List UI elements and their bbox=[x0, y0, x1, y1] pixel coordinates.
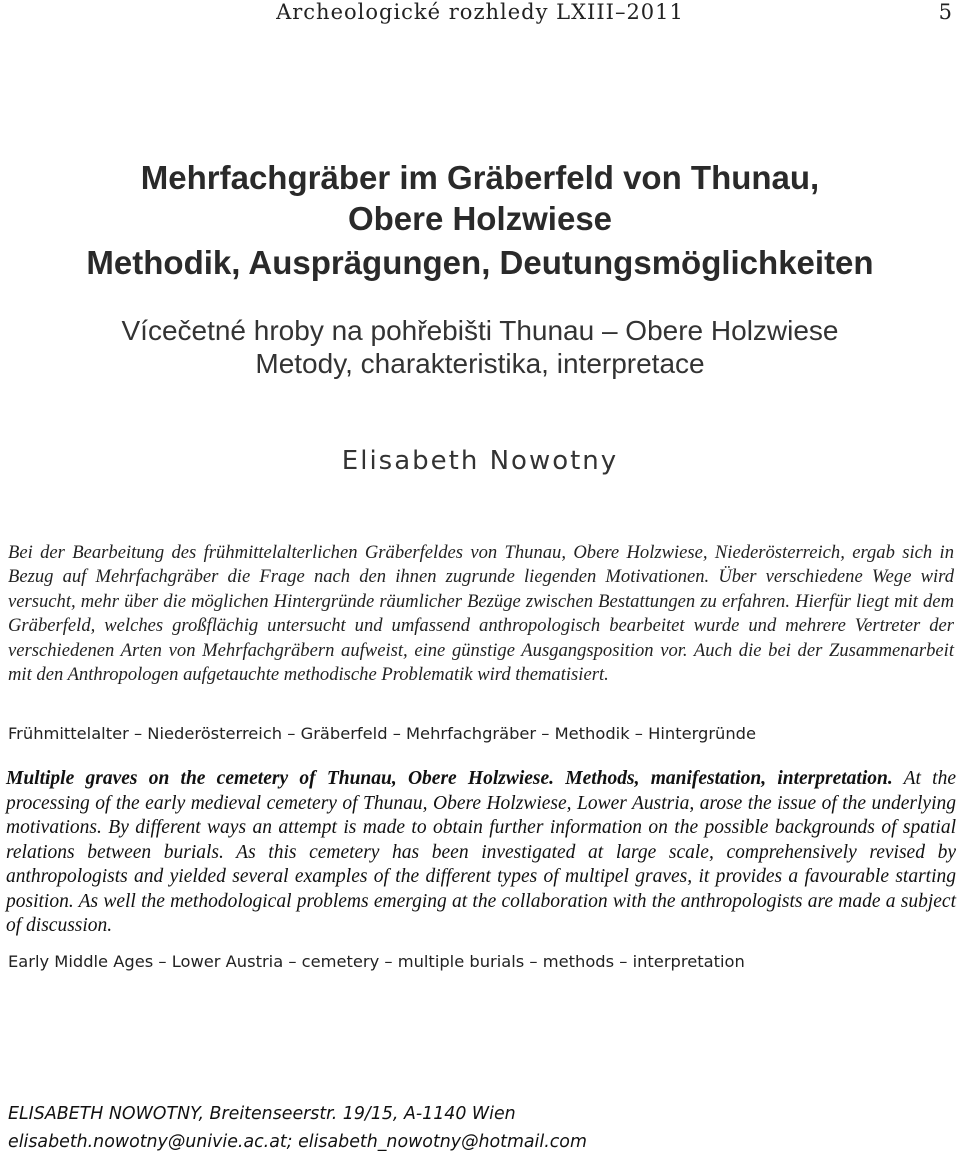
author-address: ELISABETH NOWOTNY, Breitenseerstr. 19/15, A-1140 Wien bbox=[8, 1104, 516, 1124]
subtitle-line-2: Metody, charakteristika, interpretace bbox=[255, 348, 705, 379]
author-emails: elisabeth.nowotny@univie.ac.at; elisabeth_nowotny@hotmail.com bbox=[8, 1132, 587, 1152]
keywords-german: Frühmittelalter – Niederösterreich – Gräberfeld – Mehrfachgräber – Methodik – Hintergründe bbox=[8, 724, 757, 743]
abstract-english-title: Multiple graves on the cemetery of Thunau, Obere Holzwiese. Methods, manifestation, interpretation. bbox=[6, 768, 893, 789]
running-header bbox=[0, 0, 960, 24]
author-contact bbox=[8, 1100, 954, 1156]
title-line-3: Methodik, Ausprägungen, Deutungsmöglichkeiten bbox=[86, 244, 874, 281]
title-line-2: Obere Holzwiese bbox=[347, 200, 613, 237]
author-name: Elisabeth Nowotny bbox=[341, 446, 619, 476]
journal-name: Archeologické rozhledy LXIII–2011 bbox=[276, 0, 684, 24]
abstract-german: Bei der Bearbeitung des frühmittelalterlichen Gräberfeldes von Thunau, Obere Holzwiese, Niederösterreich, ergab sich in Bezug auf Mehrfachgräber die Frage nach den ihnen zugrunde liegenden Motivationen. Über verschiedene Wege wird versucht, mehr über die möglichen Hintergründe räumlicher Bezüge zwischen Bestattungen zu erfahren. Hierfür liegt mit dem Gräberfeld, welches großflächig untersucht und umfassend anthropologisch bearbeitet wurde und mehrere Vertreter der verschiedenen Arten von Mehrfachgräbern aufweist, eine günstige Ausgangsposition vor. Auch die bei der Zusammenarbeit mit den Anthropologen aufgetauchte methodische Problematik wird thematisiert. bbox=[8, 542, 954, 686]
keywords-english: Early Middle Ages – Lower Austria – cemetery – multiple burials – methods – interpretation bbox=[8, 952, 745, 971]
abstract-english bbox=[6, 767, 956, 939]
subtitle-line-1: Vícečetné hroby na pohřebišti Thunau – Obere Holzwiese bbox=[121, 315, 839, 346]
abstract-english-text: At the processing of the early medieval cemetery of Thunau, Obere Holzwiese, Lower Austria, arose the issue of the underlying motivations. By different ways an attempt is made to obtain further information on the possible backgrounds of spatial relations between burials. As this cemetery has been investigated at large scale, comprehensively revised by anthropologists and yielded several examples of the different types of multipel graves, it provides a favourable starting position. As well the methodological problems emerging at the collaboration with the anthropologists are made a subject of discussion. bbox=[6, 768, 956, 936]
page-number: 5 bbox=[938, 0, 952, 24]
title-line-1: Mehrfachgräber im Gräberfeld von Thunau, bbox=[140, 159, 820, 196]
